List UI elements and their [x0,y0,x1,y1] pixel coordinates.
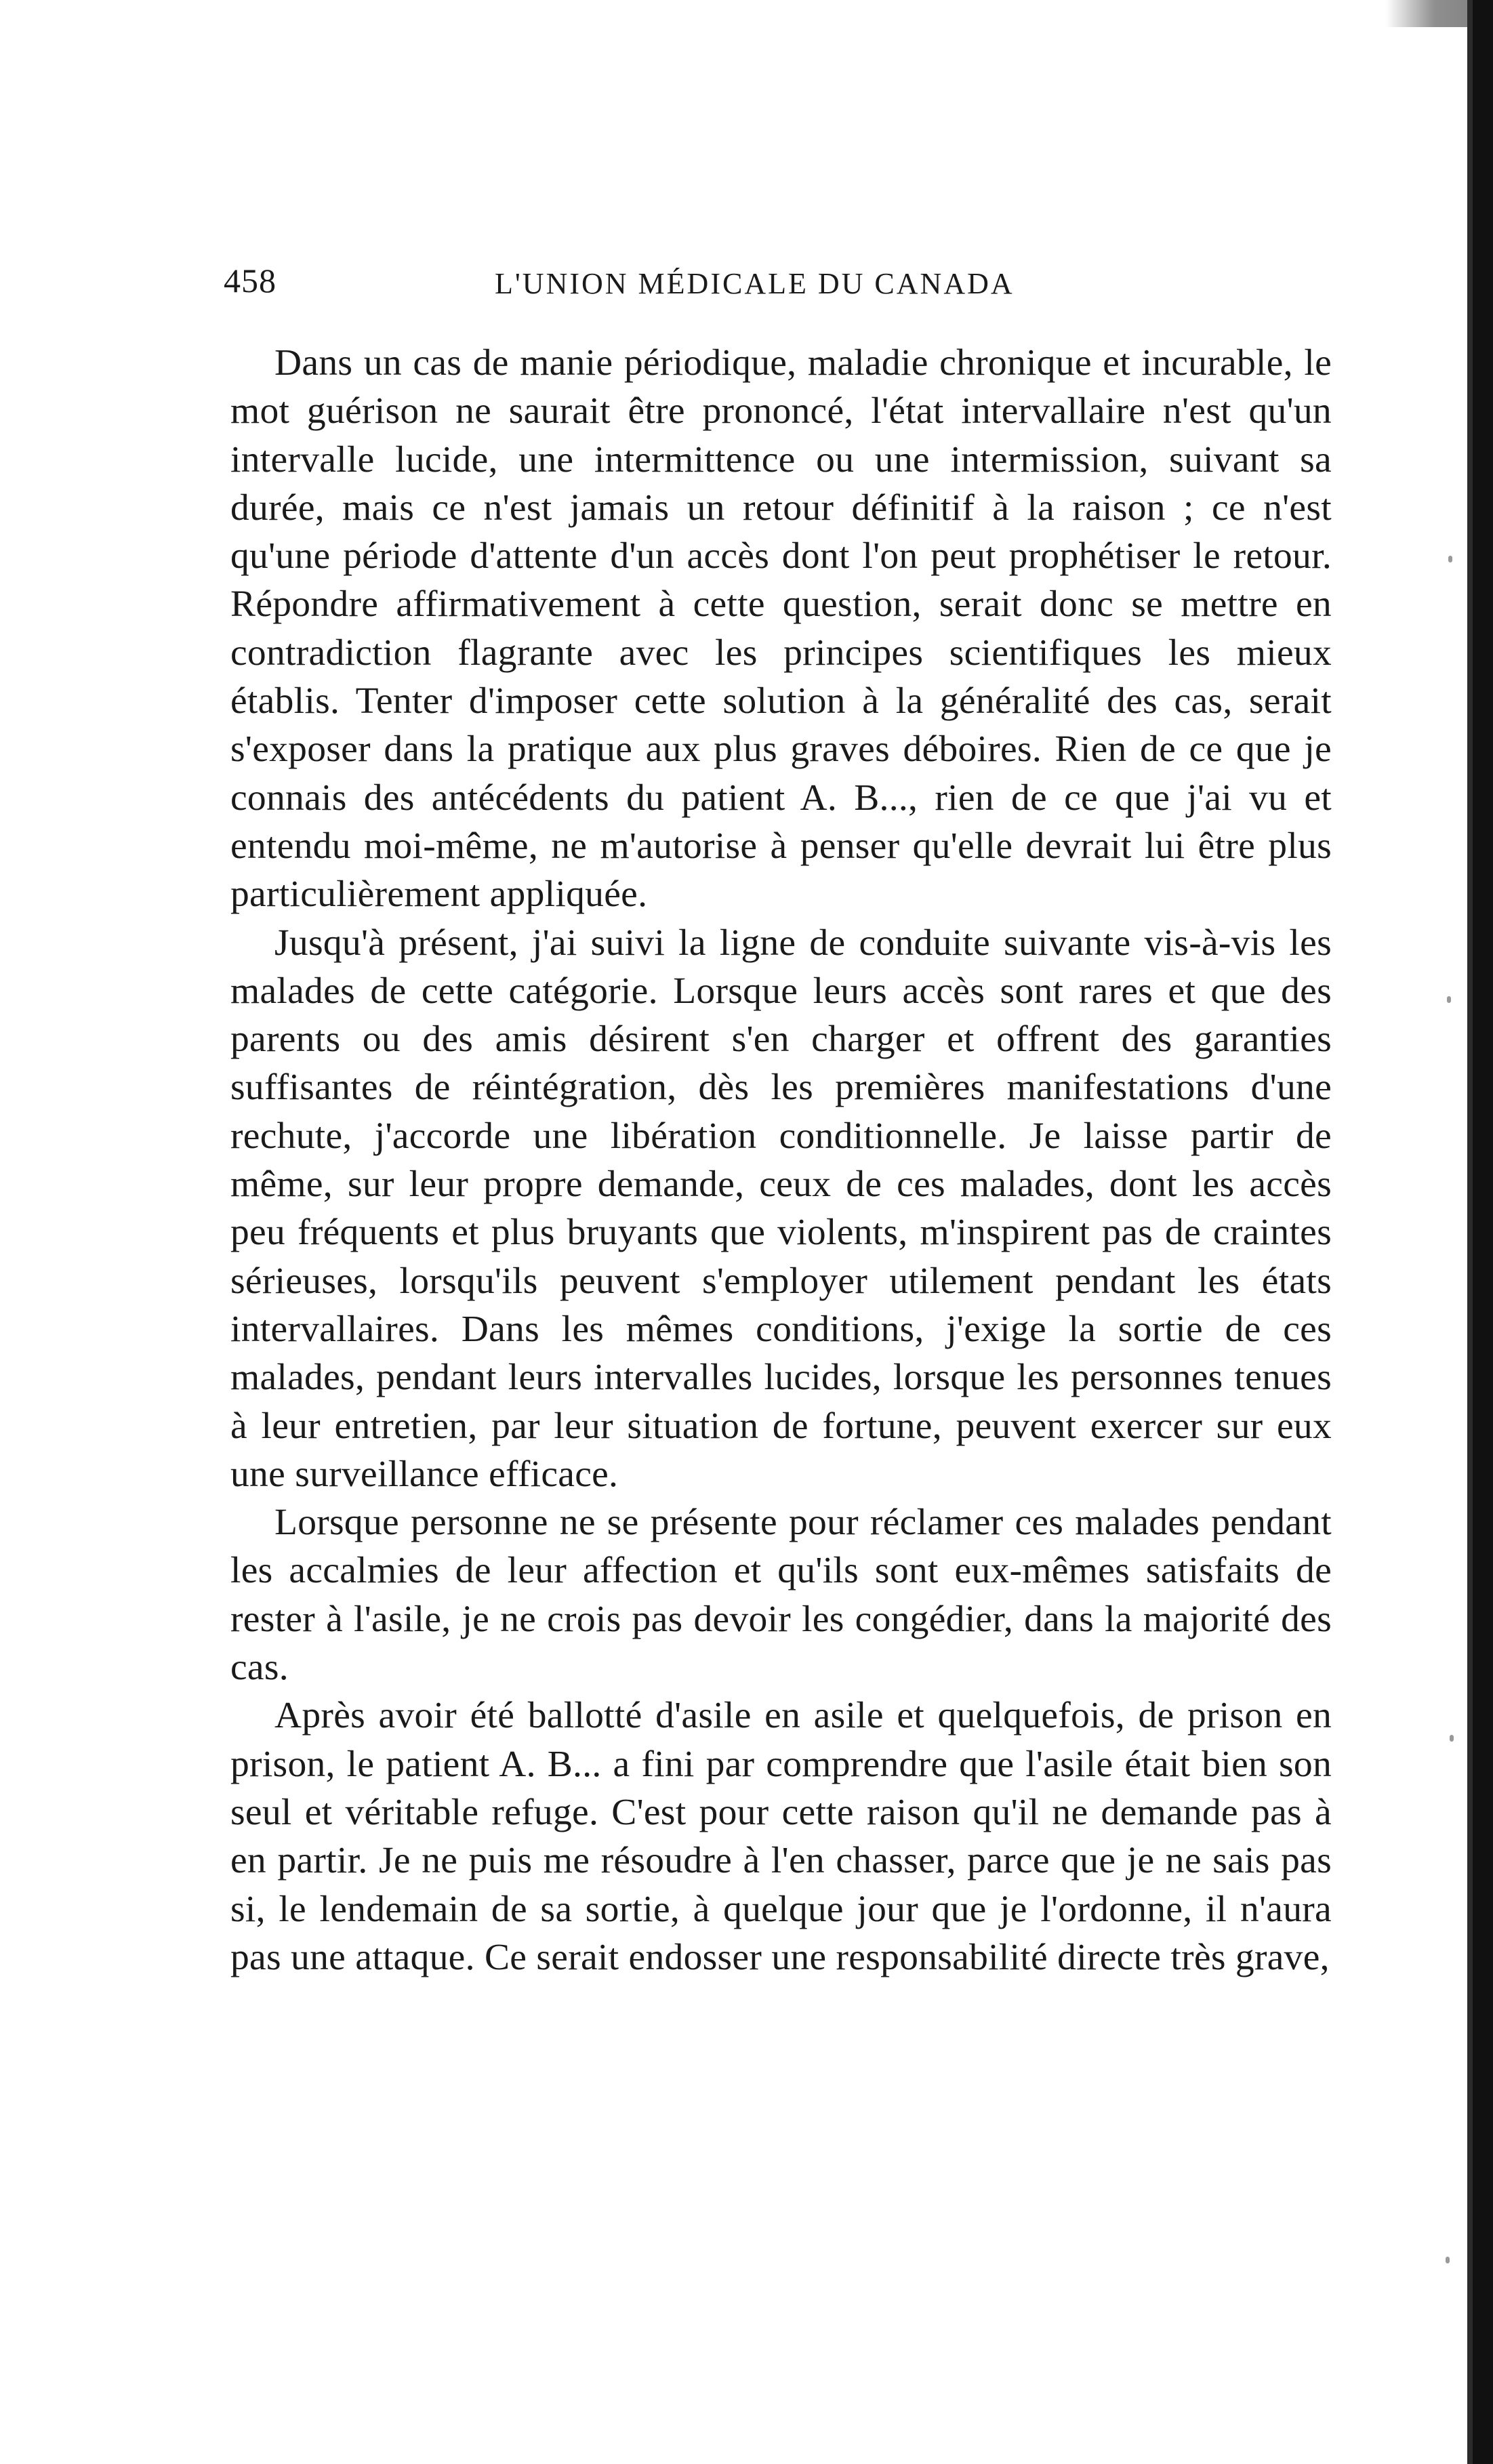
page-body [230,339,1332,1982]
paragraph-manie-periodique: Dans un cas de manie périodique, maladie chronique et incurable, le mot guérison ne saurait être prononcé, l'état intervallaire n'est qu'un intervalle lucide, une intermittence ou une intermission, suivant sa durée, mais ce n'est jamais un retour définitif à la raison ; ce n'est qu'une période d'attente d'un accès dont l'on peut prophétiser le retour. Répondre affirmativement à cette question, serait donc se mettre en contradiction flagrante avec les principes scientifiques les mieux établis. Tenter d'imposer cette solution à la généralité des cas, serait s'exposer dans la pratique aux plus graves déboires. Rien de ce que je connais des antécédents du patient A. B..., rien de ce que j'ai vu et entendu moi-même, ne m'autorise à penser qu'elle devrait lui être plus particulièrement appliquée. [230,342,1332,916]
paragraph-ligne-de-conduite: Jusqu'à présent, j'ai suivi la ligne de conduite suivante vis-à-vis les malades de cette catégorie. Lorsque leurs accès sont rares et que des parents ou des amis désirent s'en charger et offrent des garanties suffisantes de réintégration, dès les premières manifestations d'une rechute, j'accorde une libération conditionnelle. Je laisse partir de même, sur leur propre demande, ceux de ces malades, dont les accès peu fréquents et plus bruyants que violents, m'inspirent pas de craintes sérieuses, lorsqu'ils peuvent s'employer utilement pendant les états intervallaires. Dans les mêmes conditions, j'exige la sortie de ces malades, pendant leurs intervalles lucides, lorsque les personnes tenues à leur entretien, par leur situation de fortune, peuvent exercer sur eux une surveillance efficace. [230,922,1332,1495]
scan-page-edge [1473,0,1493,2464]
margin-speck [1446,2257,1450,2263]
margin-speck [1448,556,1452,562]
paragraph-accalmies: Lorsque personne ne se présente pour réclamer ces malades pendant les accalmies de leur affection et qu'ils sont eux-mêmes satisfaits de rester à l'asile, je ne crois pas devoir les congédier, dans la majorité des cas. [230,1502,1332,1689]
journal-title: L'UNION MÉDICALE DU CANADA [495,267,1015,300]
running-header [224,261,1349,315]
paragraph-patient-ab: Après avoir été ballotté d'asile en asile et quelquefois, de prison en prison, le patient A. B... a fini par comprendre que l'asile était bien son seul et véritable refuge. C'est pour cette raison qu'il ne demande pas à en partir. Je ne puis me résoudre à l'en chasser, parce que je ne sais pas si, le lendemain de sa sortie, à quelque jour que je l'ordonne, il n'aura pas une attaque. Ce serait endosser une responsabilité directe très grave, [230,1695,1332,1978]
page-number: 458 [224,262,277,300]
scan-corner-smudge [1386,0,1467,27]
margin-speck [1447,996,1451,1003]
margin-speck [1450,1735,1454,1742]
scan-edge-shadow [1467,0,1473,2464]
